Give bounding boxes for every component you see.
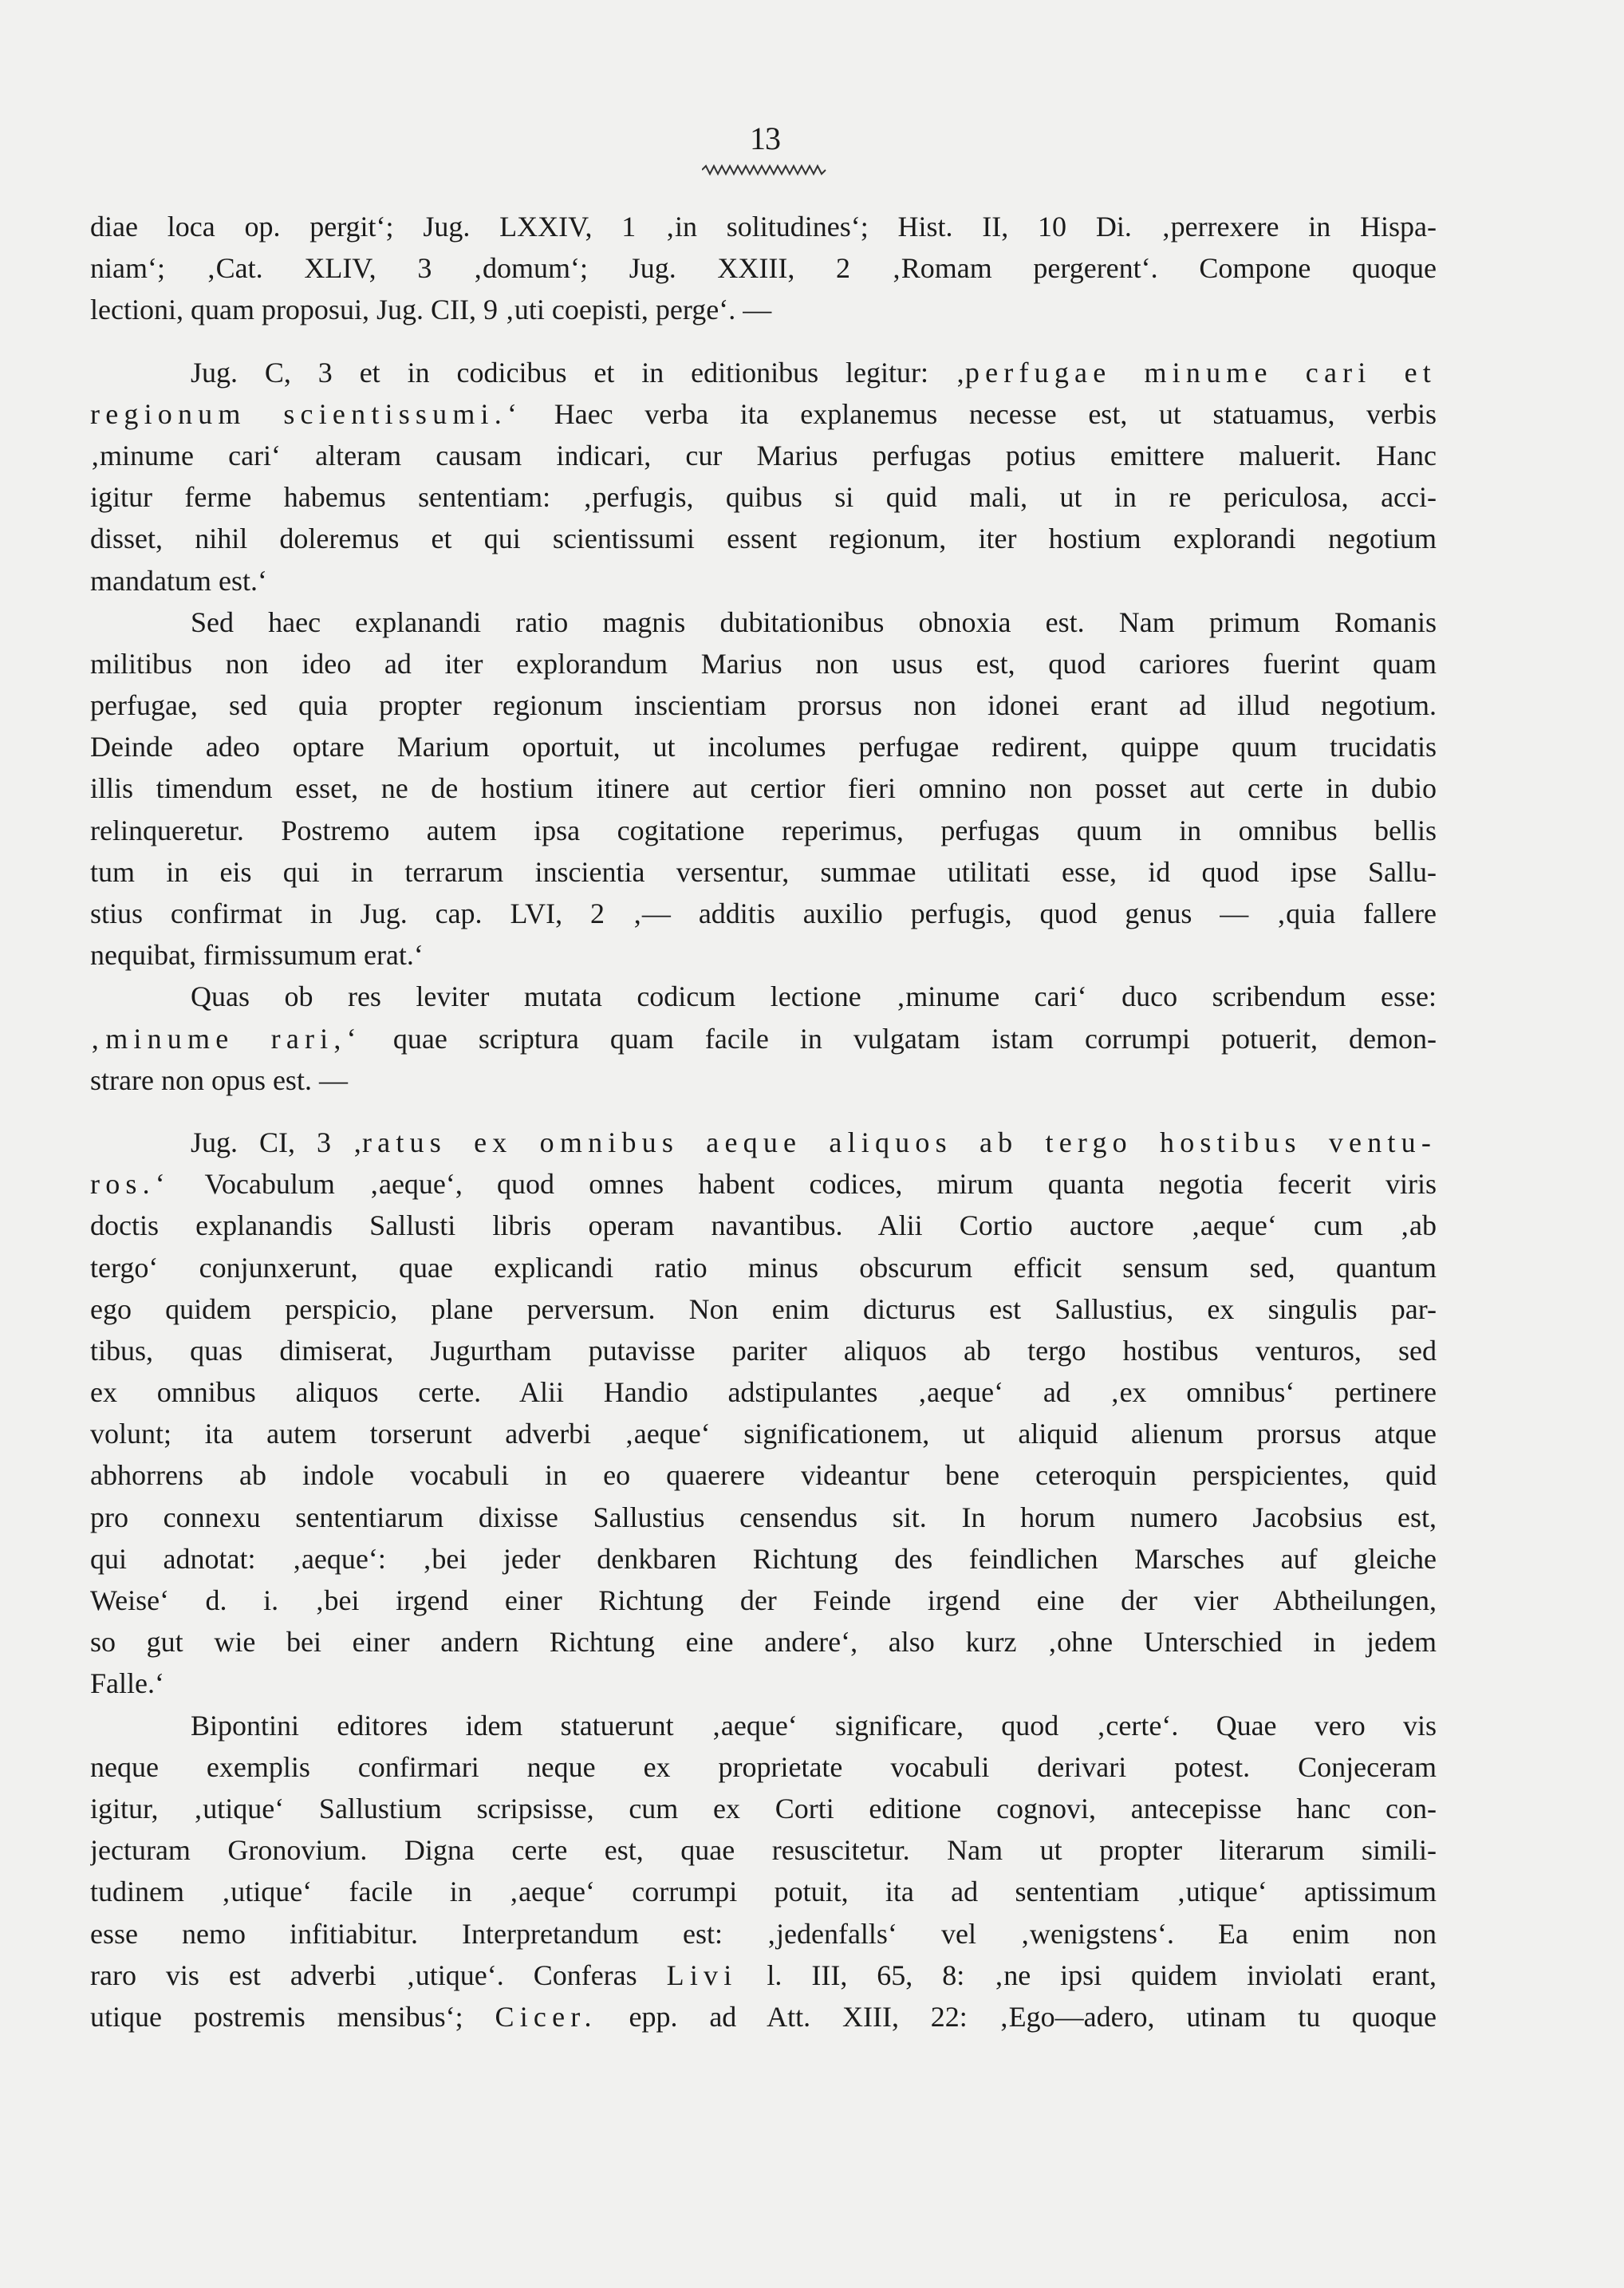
- spaced-emphasis-text: ratus ex omnibus aeque aliquos ab tergo hostibus ventu-: [361, 1126, 1437, 1158]
- text-line: [90, 1497, 1437, 1538]
- text-line: [90, 289, 1437, 330]
- text-segment: nequibat, firmissumum erat.‘: [90, 939, 424, 972]
- text-segment: so gut wie bei einer andern Richtung eine andere‘, also kurz ‚ohne Unterschied in jedem: [90, 1626, 1437, 1659]
- text-segment: qui adnotat: ‚aeque‘: ‚bei jeder denkbaren Richtung des feindlichen Marsches auf gleiche: [90, 1542, 1437, 1575]
- text-segment: mandatum est.‘: [90, 564, 267, 597]
- text-segment: Vocabulum ‚aeque‘, quod omnes habent codices, mirum quanta negotia fecerit viris: [171, 1168, 1437, 1201]
- text-segment: jecturam Gronovium. Digna certe est, quae resuscitetur. Nam ut propter literarum simili-: [90, 1834, 1437, 1867]
- text-line: [90, 1621, 1437, 1663]
- text-segment: Sed haec explanandi ratio magnis dubitationibus obnoxia est. Nam primum Romanis: [191, 606, 1437, 638]
- spaced-emphasis-text: ros.‘: [90, 1168, 171, 1201]
- text-segment: utique postremis mensibus‘;: [90, 2000, 495, 2033]
- text-line: [90, 1913, 1437, 1955]
- page-number: 13: [750, 120, 780, 156]
- text-segment: relinqueretur. Postremo autem ipsa cogitatione reperimus, perfugas quum in omnibus bellis: [90, 814, 1437, 846]
- text-line: [90, 1996, 1437, 2038]
- spaced-emphasis-text: ‚minume rari,‘: [90, 1022, 362, 1055]
- text-line: [90, 1018, 1437, 1059]
- text-line: [90, 1247, 1437, 1288]
- text-line: [90, 206, 1437, 247]
- text-segment: Jug. CI, 3 ‚: [191, 1126, 362, 1158]
- text-segment: Quas ob res leviter mutata codicum lectione ‚minume cari‘ duco scribendum esse:: [191, 980, 1437, 1013]
- text-segment: raro vis est adverbi ‚utique‘. Conferas: [90, 1959, 667, 1991]
- text-line: [90, 726, 1437, 767]
- text-line: [90, 560, 1437, 602]
- text-segment: illis timendum esset, ne de hostium itinere aut certior fieri omnino non posset aut certe in dubio: [90, 772, 1437, 805]
- spaced-emphasis-text: Livi: [666, 1959, 738, 1991]
- text-segment: abhorrens ab indole vocabuli in eo quaerere videantur bene ceteroquin perspicientes, quid: [90, 1459, 1437, 1492]
- text-line: [90, 1663, 1437, 1704]
- text-line: [90, 851, 1437, 893]
- text-segment: esse nemo infitiabitur. Interpretandum est: ‚jedenfalls‘ vel ‚wenigstens‘. Ea enim non: [90, 1917, 1437, 1950]
- text-segment: tudinem ‚utique‘ facile in ‚aeque‘ corrumpi potuit, ita ad sententiam ‚utique‘ aptissimum: [90, 1876, 1437, 1908]
- text-segment: tergo‘ conjunxerunt, quae explicandi ratio minus obscurum efficit sensum sed, quantum: [90, 1251, 1437, 1284]
- text-line: [90, 934, 1437, 976]
- text-line: [90, 1330, 1437, 1371]
- text-segment: ego quidem perspicio, plane perversum. Non enim dicturus est Sallustius, ex singulis par-: [90, 1292, 1437, 1325]
- text-line: [90, 976, 1437, 1017]
- text-segment: ‚minume cari‘ alteram causam indicari, cur Marius perfugas potius emittere maluerit. Hanc: [90, 439, 1437, 471]
- text-segment: quae scriptura quam facile in vulgatam istam corrumpi potuerit, demon-: [361, 1022, 1437, 1055]
- text-segment: Deinde adeo optare Marium oportuit, ut incolumes perfugae redirent, quippe quum trucidatis: [90, 731, 1437, 763]
- text-segment: pro connexu sententiarum dixisse Sallustius censendus sit. In horum numero Jacobsius est,: [90, 1501, 1437, 1533]
- text-line: [90, 1580, 1437, 1621]
- text-segment: lectioni, quam proposui, Jug. CII, 9 ‚uti coepisti, perge‘. —: [90, 294, 772, 326]
- text-segment: igitur ferme habemus sententiam: ‚perfugis, quibus si quid mali, ut in re periculosa, acci-: [90, 481, 1437, 514]
- wavy-rule-ornament: [702, 164, 830, 176]
- text-segment: doctis explanandis Sallusti libris operam navantibus. Alii Cortio auctore ‚aeque‘ cum ‚ab: [90, 1209, 1437, 1242]
- text-line: [90, 684, 1437, 726]
- text-line: [90, 1288, 1437, 1330]
- text-line: [90, 1059, 1437, 1101]
- text-segment: niam‘; ‚Cat. XLIV, 3 ‚domum‘; Jug. XXIII, 2 ‚Romam pergerent‘. Compone quoque: [90, 252, 1437, 285]
- paragraph: [90, 352, 1437, 602]
- text-segment: neque exemplis confirmari neque ex proprietate vocabuli derivari potest. Conjeceram: [90, 1750, 1437, 1783]
- spaced-emphasis-text: regionum scientissumi.‘: [90, 397, 523, 430]
- paragraph: [90, 602, 1437, 976]
- text-segment: Haec verba ita explanemus necesse est, ut statuamus, verbis: [522, 397, 1437, 430]
- text-segment: perfugae, sed quia propter regionum inscientiam prorsus non idonei erant ad illud negotium.: [90, 689, 1437, 722]
- text-line: [90, 767, 1437, 809]
- text-segment: disset, nihil doleremus et qui scientissumi essent regionum, iter hostium explorandi negotium: [90, 523, 1437, 555]
- text-segment: Weise‘ d. i. ‚bei irgend einer Richtung der Feinde irgend eine der vier Abtheilungen,: [90, 1584, 1437, 1616]
- text-line: [90, 247, 1437, 289]
- text-segment: diae loca op. pergit‘; Jug. LXXIV, 1 ‚in solitudines‘; Hist. II, 10 Di. ‚perrexere in Hispa-: [90, 211, 1437, 243]
- text-line: [90, 1788, 1437, 1829]
- text-line: [90, 476, 1437, 518]
- paragraph: [90, 976, 1437, 1101]
- text-segment: stius confirmat in Jug. cap. LVI, 2 ‚— additis auxilio perfugis, quod genus — ‚quia fallere: [90, 897, 1437, 929]
- text-line: [90, 393, 1437, 435]
- text-line: [90, 1829, 1437, 1871]
- text-segment: epp. ad Att. XIII, 22: ‚Ego—adero, utinam tu quoque: [597, 2000, 1437, 2033]
- text-line: [90, 1955, 1437, 1996]
- text-segment: strare non opus est. —: [90, 1063, 348, 1096]
- text-line: [90, 1705, 1437, 1746]
- text-line: [90, 1871, 1437, 1912]
- text-segment: Bipontini editores idem statuerunt ‚aeque‘ significare, quod ‚certe‘. Quae vero vis: [191, 1709, 1437, 1742]
- text-segment: ex omnibus aliquos certe. Alii Handio adstipulantes ‚aeque‘ ad ‚ex omnibus‘ pertinere: [90, 1376, 1437, 1409]
- text-segment: Falle.‘: [90, 1667, 164, 1700]
- text-line: [90, 643, 1437, 684]
- text-line: [90, 1163, 1437, 1205]
- text-line: [90, 602, 1437, 643]
- text-line: [90, 1454, 1437, 1496]
- text-line: [90, 1205, 1437, 1246]
- text-segment: igitur, ‚utique‘ Sallustium scripsisse, cum ex Corti editione cognovi, antecepisse hanc con-: [90, 1792, 1437, 1824]
- text-segment: tibus, quas dimiserat, Jugurtham putavisse pariter aliquos ab tergo hostibus venturos, sed: [90, 1334, 1437, 1367]
- spaced-emphasis-text: Cicer.: [495, 2000, 597, 2033]
- text-line: [90, 1746, 1437, 1788]
- paragraph: [90, 1122, 1437, 1705]
- text-segment: tum in eis qui in terrarum inscientia versentur, summae utilitati esse, id quod ipse Sallu-: [90, 855, 1437, 888]
- text-segment: militibus non ideo ad iter explorandum Marius non usus est, quod cariores fuerint quam: [90, 647, 1437, 680]
- text-line: [90, 1413, 1437, 1454]
- text-line: [90, 893, 1437, 934]
- spaced-emphasis-text: perfugae minume cari et: [964, 356, 1437, 389]
- text-line: [90, 1122, 1437, 1163]
- paragraph: [90, 206, 1437, 331]
- body-text: [90, 206, 1437, 2038]
- text-line: [90, 1538, 1437, 1580]
- text-line: [90, 518, 1437, 559]
- text-line: [90, 1371, 1437, 1413]
- paragraph: [90, 1705, 1437, 2038]
- text-line: [90, 810, 1437, 851]
- text-line: [90, 435, 1437, 476]
- text-segment: l. III, 65, 8: ‚ne ipsi quidem inviolati erant,: [737, 1959, 1437, 1991]
- text-segment: Jug. C, 3 et in codicibus et in editionibus legitur: ‚: [191, 356, 965, 389]
- text-line: [90, 352, 1437, 393]
- text-segment: volunt; ita autem torserunt adverbi ‚aeque‘ significationem, ut aliquid alienum prorsus atque: [90, 1418, 1437, 1450]
